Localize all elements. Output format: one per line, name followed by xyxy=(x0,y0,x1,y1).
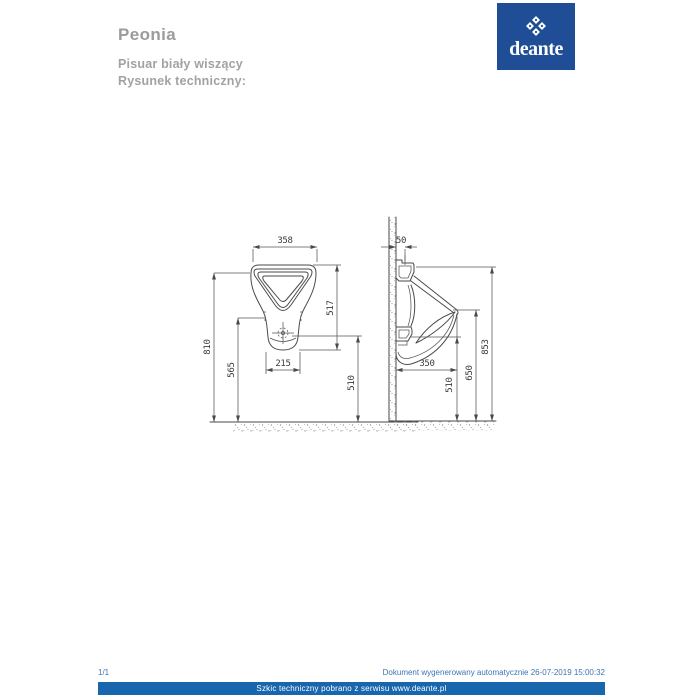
dim-label-565: 565 xyxy=(227,362,237,378)
dim-front-drain-height xyxy=(292,336,362,422)
dim-side-total-height xyxy=(416,267,496,421)
outlet-block-inner xyxy=(399,330,409,338)
dim-label-510-side: 510 xyxy=(445,377,455,393)
dim-label-50: 50 xyxy=(395,236,407,246)
dim-label-358: 358 xyxy=(277,236,293,246)
product-subtitle: Pisuar biały wiszący xyxy=(118,57,243,71)
dim-label-650: 650 xyxy=(465,365,475,381)
drawing-section-label: Rysunek techniczny: xyxy=(118,73,247,88)
rim-top-edge-inner xyxy=(411,281,454,313)
urinal-side-profile xyxy=(396,255,458,364)
urinal-rim-ring-inner xyxy=(258,272,308,308)
dim-front-bottom-width xyxy=(266,352,300,374)
side-view xyxy=(381,217,496,431)
dim-side-outlet-height xyxy=(410,337,461,421)
dim-side-depth xyxy=(396,316,457,421)
dim-front-top-width xyxy=(253,236,317,262)
dim-label-517: 517 xyxy=(326,300,336,316)
dim-front-total-height xyxy=(203,273,250,422)
floor-side xyxy=(389,421,496,431)
outlet-block-outer xyxy=(396,327,412,341)
urinal-rim-ring-outer xyxy=(254,269,312,311)
outlet-stub xyxy=(398,341,407,345)
dim-label-810: 810 xyxy=(203,339,213,355)
dim-side-wall-offset xyxy=(381,236,417,261)
dim-label-510-front: 510 xyxy=(347,375,357,391)
dim-front-mounting-height xyxy=(227,318,265,422)
floor-front xyxy=(210,422,418,432)
urinal-front-outline xyxy=(251,265,316,350)
rim-top-edge-outer xyxy=(414,276,457,310)
shell-belly-outer xyxy=(396,314,457,364)
front-view xyxy=(203,236,418,432)
brand-wordmark: deante xyxy=(509,38,563,60)
dim-label-215: 215 xyxy=(275,359,291,369)
urinal-bowl-opening xyxy=(263,276,304,302)
dim-label-853: 853 xyxy=(481,339,491,355)
source-banner: Szkic techniczny pobrano z serwisu www.deante.pl xyxy=(98,682,605,695)
generated-timestamp: Dokument wygenerowany automatycznie 26-07-2019 15:00:32 xyxy=(382,668,605,677)
back-wall-arc-inner xyxy=(408,285,411,326)
inlet-spud-inner xyxy=(399,266,411,278)
back-wall-arc xyxy=(411,285,415,326)
dim-front-rim-height xyxy=(299,265,341,350)
page-number: 1/1 xyxy=(98,668,110,677)
drain-crosshair xyxy=(272,322,294,344)
product-title: Peonia xyxy=(118,25,177,44)
dim-label-350: 350 xyxy=(419,359,435,369)
